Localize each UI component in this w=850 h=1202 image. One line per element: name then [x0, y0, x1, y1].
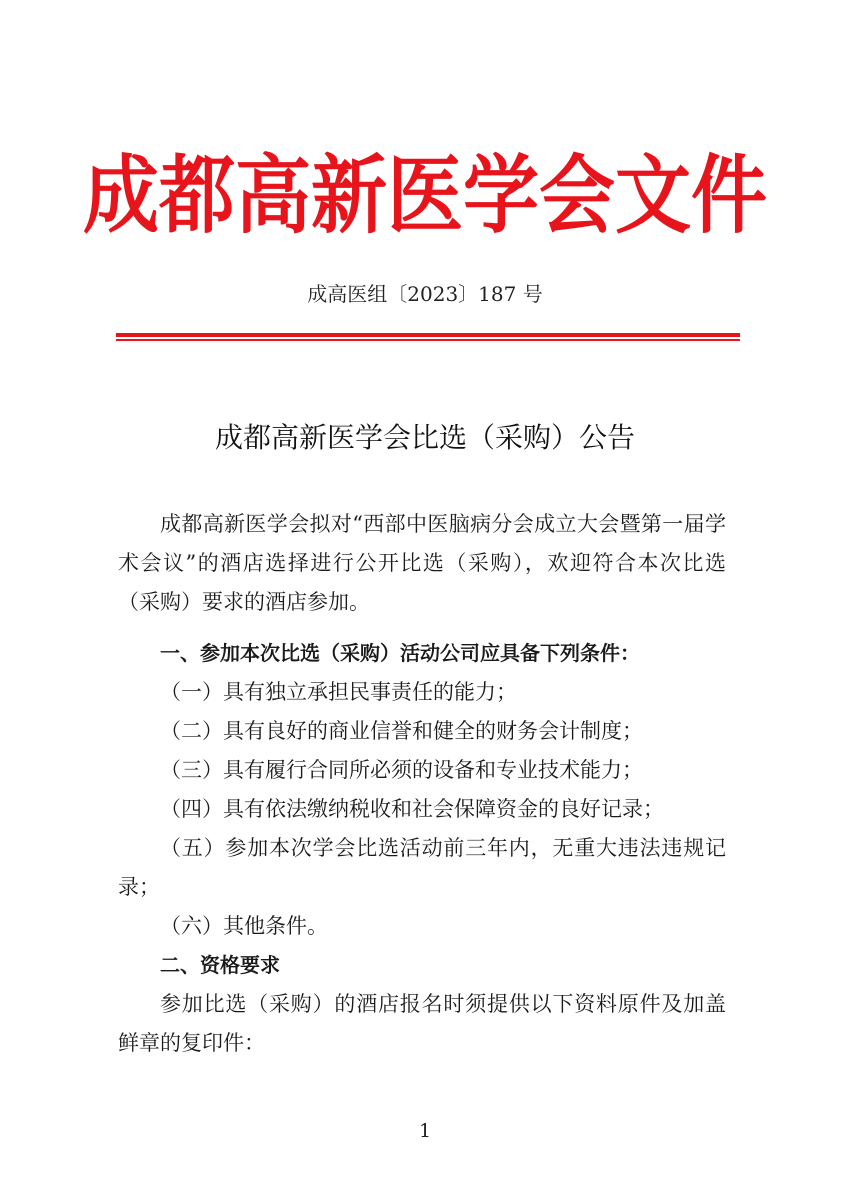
intro-paragraph: 成都高新医学会拟对“西部中医脑病分会成立大会暨第一届学术会议”的酒店选择进行公开比选（采购），欢迎符合本次比选（采购）要求的酒店参加。 — [118, 512, 726, 614]
condition-item-4: （四）具有依法缴纳税收和社会保障资金的良好记录； — [160, 797, 664, 821]
condition-item-6: （六）其他条件。 — [160, 914, 328, 938]
section-1-heading: 一、参加本次比选（采购）活动公司应具备下列条件： — [160, 641, 640, 665]
red-divider-thin — [116, 339, 740, 341]
page-number: 1 — [418, 1120, 432, 1142]
red-divider-thick — [116, 333, 740, 337]
section-2-heading: 二、资格要求 — [160, 953, 280, 977]
condition-item-1: （一）具有独立承担民事责任的能力； — [160, 680, 517, 704]
section-2-paragraph: 参加比选（采购）的酒店报名时须提供以下资料原件及加盖鲜章的复印件： — [118, 992, 726, 1055]
notice-title: 成都高新医学会比选（采购）公告 — [214, 421, 635, 454]
masthead: 成都高新医学会文件 — [83, 145, 767, 246]
condition-item-5: （五）参加本次学会比选活动前三年内，无重大违法违规记录； — [118, 836, 726, 899]
condition-item-2: （二）具有良好的商业信誉和健全的财务会计制度； — [160, 719, 643, 743]
document-number: 成高医组〔2023〕187 号 — [307, 282, 543, 306]
condition-item-3: （三）具有履行合同所必须的设备和专业技术能力； — [160, 758, 643, 782]
